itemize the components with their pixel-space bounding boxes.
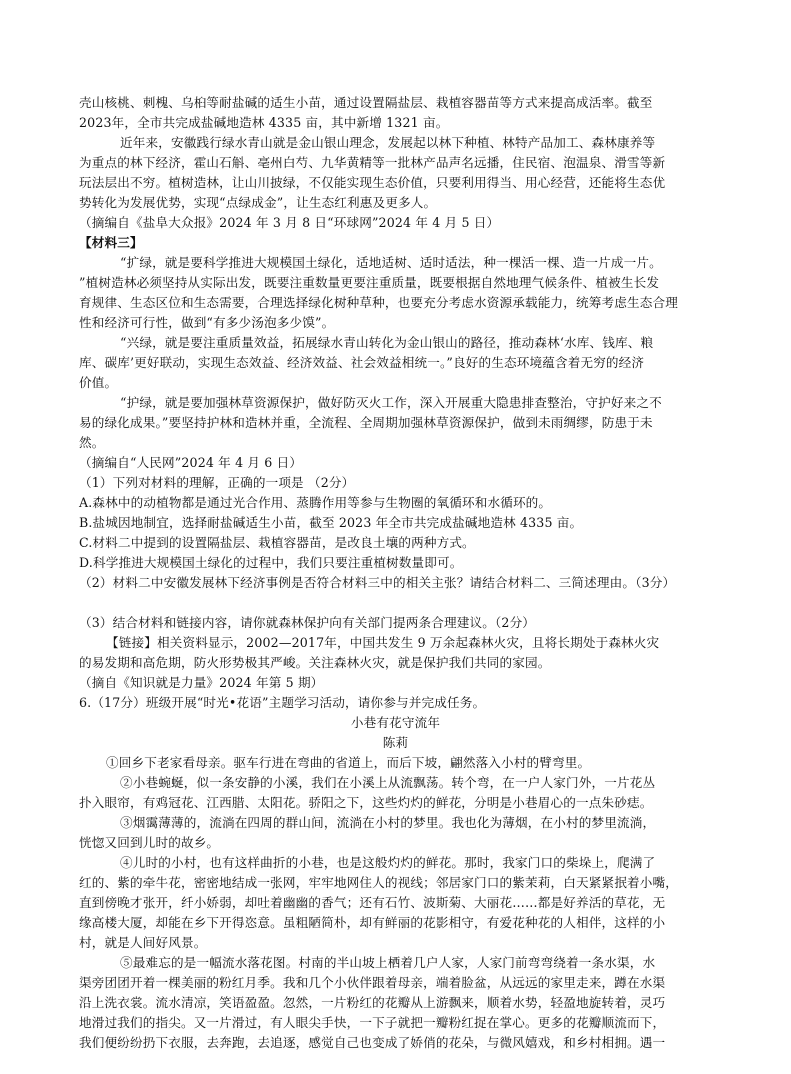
article-author: 陈莉 bbox=[382, 735, 409, 750]
text-line: 红的、紫的牵牛花，密密地结成一张网，牢牢地网住人的视线；邻居家门口的紫茉莉，白天紧紧抿着小嘴， bbox=[79, 875, 678, 890]
text-line: 玩法层出不穷。植树造林，让山川披绿，不仅能实现生态价值，只要利用得当、用心经营，还能将生态优 bbox=[79, 175, 666, 190]
question-2: （2）材料二中安徽发展林下经济事例是否符合材料三中的相关主张？请结合材料二、三简述理由。（3分） bbox=[79, 575, 676, 590]
text-line: 为重点的林下经济，霍山石斛、亳州白芍、九华黄精等一批林产品声名远播，住民宿、泡温泉、滑雪等新 bbox=[79, 155, 666, 170]
text-line: 易的绿化成果。”要坚持护林和造林并重，全流程、全周期加强林草资源保护，做到未雨绸缪，防患于未 bbox=[79, 415, 653, 430]
question-6: 6.（17分）班级开展“时光•花语”主题学习活动，请你参与并完成任务。 bbox=[79, 695, 486, 710]
option-b: B.盐城因地制宜，选择耐盐碱适生小苗，截至 2023 年全市共完成盐碱地造林 4335 亩。 bbox=[79, 515, 583, 530]
question-1: （1）下列对材料的理解，正确的一项是 （2分） bbox=[79, 475, 355, 490]
text-line: 近年来，安徽践行绿水青山就是金山银山理念，发展起以林下种植、林特产品加工、森林康养等 bbox=[120, 135, 656, 150]
option-d: D.科学推进大规模国土绿化的过程中，我们只要注重植树数量即可。 bbox=[79, 555, 463, 570]
text-line: 沿上洗衣裳。流水清凉，笑语盈盈。忽然，一片粉红的花瓣从上游飘来，顺着水势，轻盈地旋转着，灵巧 bbox=[79, 995, 666, 1010]
option-c: C.材料二中提到的设置隔盐层、栽植容器苗，是改良土壤的两种方式。 bbox=[79, 535, 475, 550]
text-line: 势转化为发展优势，实现“点绿成金”，让生态红利惠及更多人。 bbox=[79, 195, 437, 210]
text-line: 村，就是人间好风景。 bbox=[79, 935, 207, 950]
section-heading: 【材料三】 bbox=[79, 235, 143, 250]
text-line: 的易发期和高危期，防火形势极其严峻。关注森林火灾，就是保护我们共同的家园。 bbox=[79, 655, 551, 670]
text-line: 壳山核桃、刺槐、乌桕等耐盐碱的适生小苗，通过设置隔盐层、栽植容器苗等方式来提高成活率。截至 bbox=[79, 95, 653, 110]
paragraph-1: ①回乡下老家看母亲。驱车行进在弯曲的省道上，而后下坡，翩然落入小村的臂弯里。 bbox=[106, 755, 591, 770]
text-line: 然。 bbox=[79, 435, 105, 450]
option-a: A.森林中的动植物都是通过光合作用、蒸腾作用等参与生物圈的氧循环和水循环的。 bbox=[79, 495, 552, 510]
text-line: 性和经济可行性，做到“有多少汤泡多少馍”。 bbox=[79, 315, 335, 330]
text-line: ”植树造林必须坚持从实际出发，既要注重数量更要注重质量，既要根据自然地理气候条件、植被生长发 bbox=[79, 275, 660, 290]
text-line: 2023年，全市共完成盐碱地造林 4335 亩，其中新增 1321 亩。 bbox=[79, 115, 449, 130]
paragraph-2: ②小巷蜿蜒，似一条安静的小溪，我们在小溪上从流飘荡。转个弯，在一户人家门外，一片花丛 bbox=[120, 775, 656, 790]
text-line: 恍惚又回到儿时的故乡。 bbox=[79, 835, 220, 850]
text-line: 地滑过我们的指尖。又一片滑过，有人眼尖手快，一下子就把一瓣粉红捉在掌心。更多的花瓣顺流而下， bbox=[79, 1015, 666, 1030]
text-line: 价值。 bbox=[79, 375, 118, 390]
text-line: “兴绿，就是要注重质量效益，拓展绿水青山转化为金山银山的路径，推动森林‘水库、钱库、粮 bbox=[120, 335, 654, 350]
source-citation: （摘自《知识就是力量》2024 年第 5 期） bbox=[79, 675, 324, 690]
text-line: 库、碳库’更好联动，实现生态效益、经济效益、社会效益相统一。”良好的生态环境蕴含着无穷的经济 bbox=[79, 355, 645, 370]
paragraph-5: ⑤最难忘的是一幅流水落花图。村南的半山坡上栖着几户人家，人家门前弯弯绕着一条水渠，水 bbox=[120, 955, 656, 970]
text-line: 渠旁团团开着一棵美丽的粉红月季。我和几个小伙伴跟着母亲，端着脸盆，从远远的家里走来，蹲在水渠 bbox=[79, 975, 666, 990]
paragraph-3: ③烟霭薄薄的，流淌在四周的群山间，流淌在小村的梦里。我也化为薄烟，在小村的梦里流淌， bbox=[120, 815, 656, 830]
text-line: “扩绿，就是要科学推进大规模国土绿化，适地适树、适时适法，种一棵活一棵、造一片成一片。 bbox=[120, 255, 662, 270]
text-line: 缘高楼大厦，却能在乡下开得恣意。虽粗陋简朴，却有鲜丽的花影相守，有爱花种花的人相伴，这样的小 bbox=[79, 915, 666, 930]
link-material: 【链接】相关资料显示，2002—2017年，中国共发生 9 万余起森林火灾，且将长期处于森林火灾 bbox=[106, 635, 660, 650]
text-line: “护绿，就是要加强林草资源保护，做好防灭火工作，深入开展重大隐患排查整治，守护好来之不 bbox=[120, 395, 662, 410]
text-line: 育规律、生态区位和生态需要，合理选择绿化树种草种，也要充分考虑水资源承载能力，统筹考虑生态合理 bbox=[79, 295, 678, 310]
text-line: 直到傍晚才张开，纤小娇弱，却吐着幽幽的香气；还有石竹、波斯菊、大丽花……都是好养活的草花，无 bbox=[79, 895, 666, 910]
paragraph-4: ④儿时的小村，也有这样曲折的小巷，也是这般灼灼的鲜花。那时，我家门口的柴垛上，爬满了 bbox=[120, 855, 656, 870]
source-citation: （摘编自《盐阜大众报》2024 年 3 月 8 日“环球网”2024 年 4 月 5 日） bbox=[79, 215, 500, 230]
question-3: （3）结合材料和链接内容，请你就森林保护向有关部门提两条合理建议。（2分） bbox=[79, 615, 536, 630]
article-title: 小巷有花守流年 bbox=[350, 715, 441, 730]
text-line: 扑入眼帘，有鸡冠花、江西腊、太阳花。骄阳之下，这些灼灼的鲜花，分明是小巷眉心的一点朱砂痣。 bbox=[79, 795, 653, 810]
source-citation: （摘编自“人民网”2024 年 4 月 6 日） bbox=[79, 455, 303, 470]
text-line: 我们便纷纷扔下衣服，去奔跑，去追逐，感觉自己也变成了娇俏的花朵，与微风嬉戏，和乡村相拥。遇一 bbox=[79, 1035, 666, 1050]
